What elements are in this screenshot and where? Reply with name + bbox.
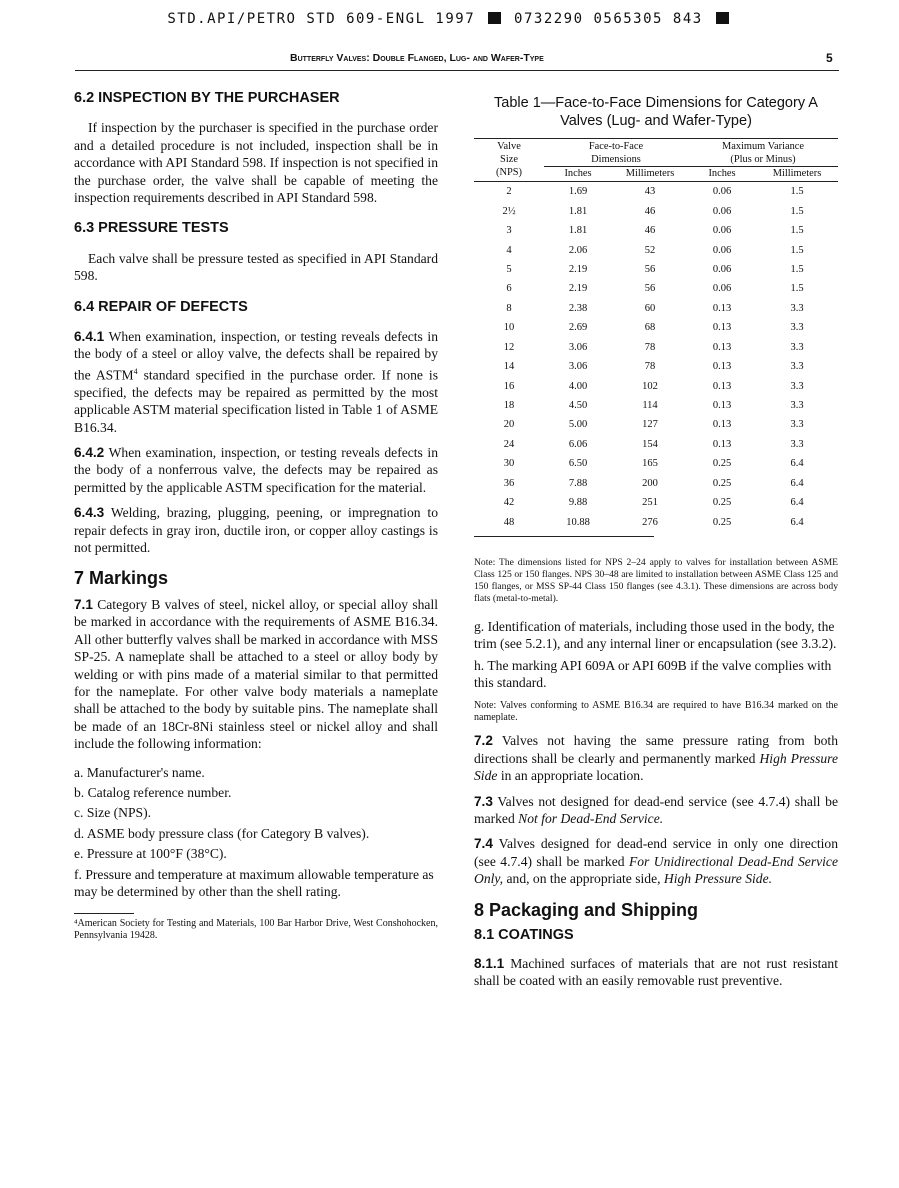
section-6-4-2 [74,444,438,496]
column-header: Dimensions [591,153,641,165]
section-number: 6.4.1 [74,329,105,345]
table-cell: 4.50 [568,400,588,412]
list-item: f. Pressure and temperature at maximum allowable temperature as may be determined by other than the shell rating. [74,866,434,899]
paragraph-text: Valves not designed for dead-end service (see 4.7.4) shall be marked [474,793,838,827]
table-cell: 0.13 [712,322,732,334]
table-cell: 60 [644,302,656,314]
table-cell: 3.3 [790,361,804,373]
table-cell: 2.19 [568,263,588,275]
table-row [474,376,838,395]
table-cell: 1.5 [790,205,804,217]
table-cell: 1.5 [790,263,804,275]
table-cell: 0.25 [712,458,732,470]
table-cell: 3.3 [790,322,804,334]
table-cell: 2.19 [568,283,588,295]
table-cell: 0.06 [712,244,732,256]
column-header [688,139,838,154]
list-item-g: g. Identification of materials, including those used in the body, the trim (see 5.2.1), and any internal liner or encapsulation (see 3.3.2). [474,619,837,652]
list-item: b. Catalog reference number. [74,784,232,800]
table-cell: 30 [503,458,515,470]
table-row [474,474,838,493]
table-cell: 4.00 [568,380,588,392]
emphasis-text: High Pressure Side. [663,871,773,887]
table-cell: 1.5 [790,283,804,295]
paragraph-text: Valves designed for dead-end service in only one direction (see 4.7.4) shall be marked [474,836,838,869]
column-header: Millimeters [612,167,688,182]
footnote-rule [74,913,134,914]
table-cell: 78 [644,361,656,373]
table-cell: 5.00 [568,419,588,431]
page-number: 5 [826,51,833,65]
emphasis-text: High Pressure Side [474,750,838,784]
table-cell: 6 [506,283,512,295]
section-7-4 [474,835,838,887]
table-cell: 251 [642,497,658,509]
table-row [474,279,838,298]
list-item: d. ASME body pressure class (for Category B valves). [74,825,370,841]
table-1 [474,94,838,605]
column-header: (Plus or Minus) [730,153,796,165]
nameplate-info-list [74,764,438,901]
table-cell: 1.81 [568,225,588,237]
section-6-3-body: Each valve shall be pressure tested as specified in API Standard 598. [74,250,438,284]
table-cell: 2 [506,186,512,198]
table-row [474,357,838,376]
stamp-right-text: 0732290 0565305 843 [514,11,703,27]
b1634-note: Note: Valves conforming to ASME B16.34 are required to have B16.34 marked on the nameplate. [474,699,838,724]
table-cell: 1.5 [790,225,804,237]
table-cell: 6.06 [568,438,588,450]
section-8-title: 8 Packaging and Shipping [474,899,699,920]
list-item: a. Manufacturer's name. [74,764,205,780]
column-header: (NPS) [496,166,522,178]
table-cell: 3.06 [568,361,588,373]
header-text: Valve [497,141,521,152]
table-cell: 3.3 [790,438,804,450]
section-6-3-title: 6.3 PRESSURE TESTS [74,220,229,237]
table-cell: 5 [506,263,512,275]
table-cell: 3.3 [790,341,804,353]
paragraph-text: When examination, inspection, or testing reveals defects in the body of a nonferrous valve, the defects may be repaired as permitted by the applicable ASTM specification for the material. [74,445,438,495]
table-cell: 165 [642,458,658,470]
table-cell: 9.88 [568,497,588,509]
table-cell: 6.4 [790,497,804,509]
table-cell: 114 [642,400,658,412]
table-row [474,240,838,259]
table-row [474,299,838,318]
table-cell: 0.13 [712,341,732,353]
table-cell: 46 [644,205,656,217]
table-cell: 24 [503,438,515,450]
table-cell: 3.3 [790,400,804,412]
paragraph-text: Machined surfaces of materials that are not rust resistant shall be coated with an easily removable rust preventive. [474,955,838,988]
table-cell: 3.06 [568,341,588,353]
table-row [474,396,838,415]
table-cell: 56 [644,283,656,295]
table-cell: 0.06 [712,283,732,295]
footnote-ref: 4 [133,366,138,376]
header-text: Maximum Variance [721,141,805,152]
table-cell: 1.81 [568,205,588,217]
table-cell: 276 [642,516,658,528]
table-row [474,415,838,434]
table-cell: 12 [503,341,515,353]
table-cell: 154 [642,438,658,450]
document-stamp [0,11,899,27]
section-number: 7.1 [74,596,93,612]
table-caption [474,94,838,130]
stamp-block-mark [488,12,501,24]
caption-line: Table 1—Face-to-Face Dimensions for Category A [494,95,818,111]
table-cell: 1.5 [790,244,804,256]
section-7-3 [474,793,838,828]
right-column [474,618,838,989]
section-number: 6.4.2 [74,445,105,461]
table-cell: 2½ [502,205,516,217]
table-cell: 0.13 [712,419,732,431]
section-number: 7.4 [474,836,493,852]
table-cell: 10 [503,322,515,334]
column-header [544,139,688,154]
table-cell: 43 [644,186,656,198]
table-row [474,512,838,531]
table-cell: 0.13 [712,380,732,392]
running-head: Butterfly Valves: Double Flanged, Lug- and Wafer-Type [290,52,544,64]
section-7-2 [474,732,838,784]
paragraph-text: When examination, inspection, or testing reveals defects in the body of a steel or alloy valve, the defects shall be repaired by the ASTM [74,329,438,383]
table-row [474,493,838,512]
table-cell: 0.06 [712,263,732,275]
table-cell: 0.06 [712,205,732,217]
table-cell: 2.06 [568,244,588,256]
paragraph-text: in an appropriate location. [500,768,644,784]
face-to-face-table [474,138,838,532]
table-cell: 0.25 [712,477,732,489]
footnote: ⁴American Society for Testing and Materials, 100 Bar Harbor Drive, West Conshohocken, Pennsylvania 19428. [74,918,438,942]
table-cell: 48 [503,516,515,528]
table-row [474,201,838,220]
section-7-title: 7 Markings [74,568,169,589]
table-cell: 20 [503,419,515,431]
table-row [474,221,838,240]
paragraph-text: Category B valves of steel, nickel alloy, or special alloy shall be marked in accordance with the requirements of ASME B16.34. All other butterfly valves shall be marked in accordance with MSS SP-25. A nameplate shall be attached to a steel or alloy body by welding or with pins made of a material similar to that permitted for the nameplate. For other valve body materials a nameplate shall be attached to the body by suitable pins. The nameplate shall be made of an 18Cr-8Ni stainless steel or nickel alloy and shall include the following information: [74,596,438,752]
section-6-4-1 [74,328,438,436]
section-6-4-3 [74,504,438,556]
section-6-2-body: If inspection by the purchaser is specified in the purchase order and a detailed procedure is not included, inspection shall be in accordance with API Standard 598. If inspection is not specified in the purchase order, the valve shall be capable of meeting the inspection requirements described in API Standard 598. [74,120,438,206]
table-cell: 46 [644,225,656,237]
column-header: Millimeters [756,167,838,182]
column-header [474,139,544,154]
paragraph-text: Welding, brazing, plugging, peening, or impregnation to repair defects in gray iron, ductile iron, or copper alloy castings is not permitted. [74,505,438,556]
table-cell: 3 [506,225,512,237]
table-cell: 7.88 [568,477,588,489]
table-cell: 1.69 [568,186,588,198]
column-header: Inches [544,167,612,182]
header-text: Face-to-Face [588,141,644,152]
section-number: 6.4.3 [74,505,105,521]
table-cell: 0.13 [712,400,732,412]
table-cell: 200 [642,477,658,489]
table-cell: 36 [503,477,515,489]
section-6-2-title: 6.2 INSPECTION BY THE PURCHASER [74,90,340,106]
table-cell: 6.4 [790,477,804,489]
table-cell: 2.69 [568,322,588,334]
table-cell: 0.13 [712,361,732,373]
column-header: Inches [688,167,756,182]
table-cell: 3.3 [790,380,804,392]
table-row [474,260,838,279]
section-number: 7.3 [474,793,493,809]
table-note: Note: The dimensions listed for NPS 2–24 apply to valves for installation between ASME Class 125 or 150 flanges. NPS 30–48 are limited to installation between ASME Class 125 and 150 flanges, or MSS SP-44 Class 150 flanges (see 4.3.1). These dimensions are across body flats (metal-to-metal). [474,556,838,604]
paragraph-text: Valves not having the same pressure rating from both directions shall be clearly and permanently marked [474,733,838,766]
table-cell: 8 [506,302,512,314]
list-item: e. Pressure at 100°F (38°C). [74,846,227,862]
table-cell: 52 [644,244,656,256]
table-cell: 0.25 [712,497,732,509]
table-cell: 10.88 [566,516,590,528]
column-header: Size [500,153,518,165]
table-cell: 6.4 [790,516,804,528]
emphasis-text: Not for Dead-End Service. [518,811,664,827]
table-cell: 0.25 [712,516,732,528]
table-cell: 127 [642,419,658,431]
section-number: 8.1.1 [474,955,505,971]
table-cell: 68 [644,322,656,334]
table-cell: 4 [506,244,512,256]
table-row [474,338,838,357]
table-cell: 18 [503,400,515,412]
section-8-1-title: 8.1 COATINGS [474,927,574,944]
stamp-block-mark [716,12,729,24]
table-body [474,182,838,532]
table-cell: 1.5 [790,186,804,198]
table-cell: 0.13 [712,302,732,314]
table-cell: 3.3 [790,419,804,431]
table-cell: 56 [644,263,656,275]
table-row [474,454,838,473]
table-row [474,318,838,337]
table-cell: 3.3 [790,302,804,314]
table-cell: 16 [503,380,515,392]
table-cell: 42 [503,497,515,509]
list-item: c. Size (NPS). [74,805,152,821]
table-cell: 14 [503,361,515,373]
table-row [474,435,838,454]
section-number: 7.2 [474,733,493,749]
table-cell: 78 [644,341,656,353]
table-cell: 2.38 [568,302,588,314]
paragraph-text: and, on the appropriate side, [506,871,661,887]
table-cell: 6.4 [790,458,804,470]
paragraph-text: standard specified in the purchase order. If none is specified, the defects may be repaired as permitted by the most applicable ASTM material specification listed in Table 1 of ASME B16.34. [74,367,438,435]
section-8-1-1 [474,955,838,990]
section-7-1 [74,596,438,753]
table-cell: 0.06 [712,186,732,198]
emphasis-text: For Unidirectional Dead-End Service Only, [474,853,838,887]
left-column [74,90,438,942]
list-item-h: h. The marking API 609A or API 609B if the valve complies with this standard. [474,657,832,691]
table-row [474,182,838,202]
table-cell: 102 [642,380,658,392]
stamp-left-text: STD.API/PETRO STD 609-ENGL 1997 [167,11,476,27]
caption-line: Valves (Lug- and Wafer-Type) [560,113,752,129]
table-cell: 0.13 [712,438,732,450]
section-6-4-title: 6.4 REPAIR OF DEFECTS [74,298,248,315]
table-cell: 6.50 [568,458,588,470]
header-rule [75,70,839,71]
table-cell: 0.06 [712,225,732,237]
